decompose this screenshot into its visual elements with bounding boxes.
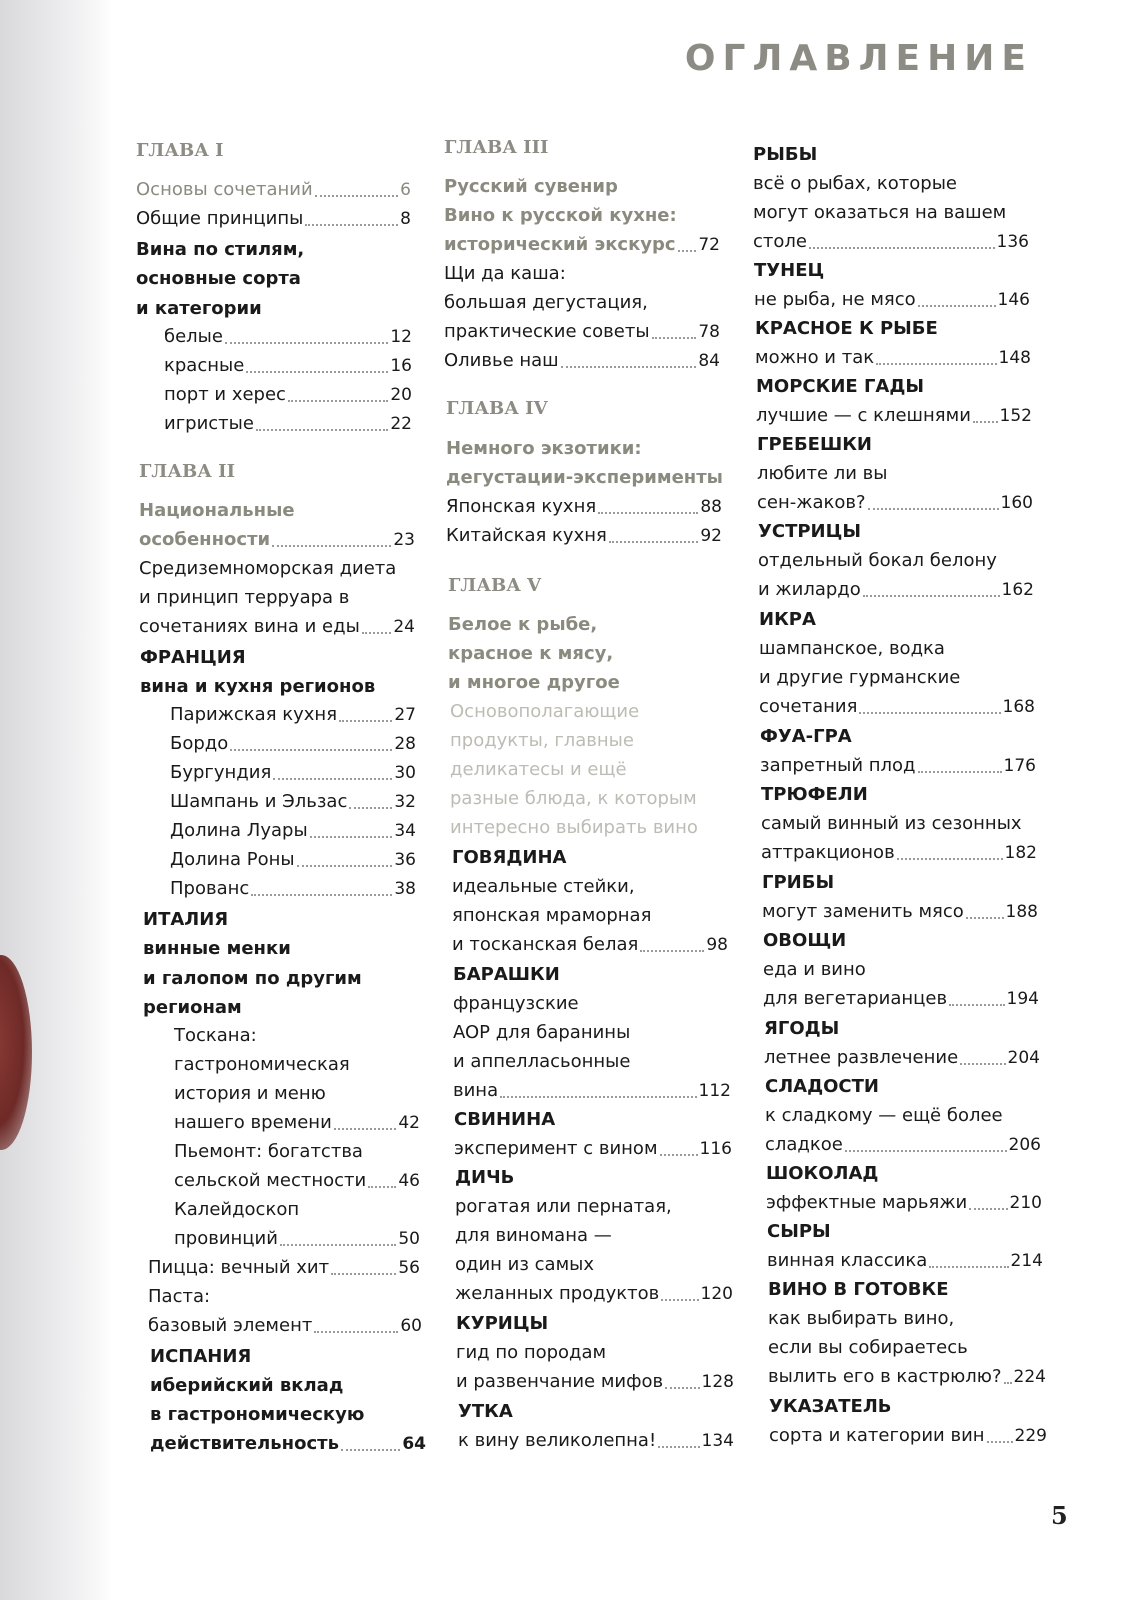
section-heading: МОРСКИЕ ГАДЫ	[756, 376, 925, 397]
toc-entry-line: отдельный бокал белону	[758, 550, 997, 571]
toc-entry: Прованс 38	[170, 878, 416, 899]
section-heading: регионам	[143, 997, 242, 1018]
toc-entry-line: Тоскана:	[174, 1025, 257, 1046]
toc-entry: вылить его в кастрюлю? 224	[768, 1366, 1046, 1387]
toc-entry: Оливье наш 84	[444, 350, 720, 371]
toc-entry: Бордо 28	[170, 733, 416, 754]
section-heading: основные сорта	[136, 268, 301, 289]
toc-entry-line: любите ли вы	[757, 463, 888, 484]
toc-entry-line: японская мраморная	[452, 905, 652, 926]
page-gutter	[0, 0, 112, 1600]
toc-entry-line: всё о рыбах, которые	[753, 173, 957, 194]
toc-entry: красные 16	[164, 355, 412, 376]
toc-entry-line: разные блюда, к которым	[450, 788, 697, 809]
toc-entry-line: шампанское, водка	[759, 638, 945, 659]
section-heading: ФУА-ГРА	[760, 726, 852, 747]
toc-entry: сладкое 206	[765, 1134, 1041, 1155]
toc-entry: запретный плод 176	[760, 755, 1036, 776]
toc-entry: желанных продуктов 120	[455, 1283, 733, 1304]
toc-entry: Бургундия 30	[170, 762, 416, 783]
toc-entry-line: и принцип терруара в	[139, 587, 350, 608]
toc-entry: сочетаниях вина и еды 24	[139, 616, 415, 637]
toc-entry: игристые 22	[164, 413, 412, 434]
section-heading: иберийский вклад	[150, 1375, 344, 1396]
toc-entry-line: и многое другое	[448, 672, 620, 693]
toc-entry: Долина Роны 36	[170, 849, 416, 870]
toc-entry-line: Немного экзотики:	[446, 438, 642, 459]
section-heading: УСТРИЦЫ	[758, 521, 861, 542]
section-heading: ЯГОДЫ	[764, 1018, 840, 1039]
toc-entry: нашего времени 42	[174, 1112, 420, 1133]
section-heading: ИКРА	[759, 609, 816, 630]
toc-entry: и жилардо 162	[758, 579, 1034, 600]
toc-entry-line: интересно выбирать вино	[450, 817, 698, 838]
toc-entry: особенности 23	[139, 529, 415, 550]
section-heading: ТУНЕЦ	[754, 260, 825, 281]
toc-entry: базовый элемент 60	[148, 1315, 422, 1336]
page-number: 5	[1051, 1501, 1068, 1530]
toc-entry: Шампань и Эльзас 32	[170, 791, 416, 812]
toc-entry: Парижская кухня 27	[170, 704, 416, 725]
section-heading: БАРАШКИ	[453, 964, 560, 985]
toc-entry-line: деликатесы и ещё	[450, 759, 627, 780]
section-heading: вина и кухня регионов	[140, 676, 376, 697]
section-heading: УТКА	[458, 1401, 513, 1422]
toc-entry: исторический экскурс 72	[444, 234, 720, 255]
section-heading: ТРЮФЕЛИ	[761, 784, 868, 805]
toc-entry: к вину великолепна! 134	[458, 1430, 734, 1451]
toc-heading: ОГЛАВЛЕНИЕ	[684, 38, 1033, 79]
toc-entry-line: гастрономическая	[174, 1054, 350, 1075]
chapter-heading: ГЛАВА I	[136, 140, 224, 161]
section-heading: ШОКОЛАД	[766, 1163, 879, 1184]
toc-entry-line: и другие гурманские	[759, 667, 961, 688]
section-heading: ФРАНЦИЯ	[140, 647, 246, 668]
section-heading: СЛАДОСТИ	[765, 1076, 879, 1097]
toc-entry-line: Национальные	[139, 500, 295, 521]
toc-entry: сорта и категории вин 229	[769, 1425, 1047, 1446]
section-heading: и галопом по другим	[143, 968, 362, 989]
toc-entry: эксперимент с вином 116	[454, 1138, 732, 1159]
toc-entry: могут заменить мясо 188	[762, 901, 1038, 922]
toc-entry-line: и аппелласьонные	[453, 1051, 631, 1072]
toc-entry: Китайская кухня 92	[446, 525, 722, 546]
section-heading: ИТАЛИЯ	[143, 909, 229, 930]
section-heading: СВИНИНА	[454, 1109, 556, 1130]
toc-entry-line: Средиземноморская диета	[139, 558, 397, 579]
toc-entry: провинций 50	[174, 1228, 420, 1249]
section-heading: ДИЧЬ	[455, 1167, 515, 1188]
toc-entry-line: дегустации-эксперименты	[446, 467, 723, 488]
section-heading: ГРИБЫ	[762, 872, 835, 893]
toc-entry: аттракционов 182	[761, 842, 1037, 863]
toc-entry: столе 136	[753, 231, 1029, 252]
toc-entry-line: если вы собираетесь	[768, 1337, 968, 1358]
toc-entry-line: Основополагающие	[450, 701, 640, 722]
toc-entry: Основы сочетаний 6	[136, 179, 411, 200]
section-heading: ГРЕБЕШКИ	[757, 434, 872, 455]
section-heading: ВИНО В ГОТОВКЕ	[768, 1279, 949, 1300]
toc-entry: Русский сувенир	[444, 176, 618, 197]
toc-entry: можно и так 148	[755, 347, 1031, 368]
toc-entry-line: AOP для баранины	[453, 1022, 631, 1043]
toc-entry-line: гид по породам	[456, 1342, 607, 1363]
toc-entry-line: Калейдоскоп	[174, 1199, 300, 1220]
section-heading: КУРИЦЫ	[456, 1313, 549, 1334]
section-heading: ИСПАНИЯ	[150, 1346, 252, 1367]
section-heading: КРАСНОЕ К РЫБЕ	[755, 318, 938, 339]
toc-entry: практические советы 78	[444, 321, 720, 342]
toc-entry: действительность 64	[150, 1433, 426, 1454]
toc-entry: летнее развлечение 204	[764, 1047, 1040, 1068]
toc-entry-line: рогатая или пернатая,	[455, 1196, 672, 1217]
chapter-heading: ГЛАВА III	[444, 137, 549, 158]
toc-entry: Общие принципы 8	[136, 208, 411, 229]
toc-entry-line: как выбирать вино,	[768, 1308, 955, 1329]
toc-entry: и тосканская белая 98	[452, 934, 728, 955]
toc-entry: Долина Луары 34	[170, 820, 416, 841]
toc-entry-line: Пьемонт: богатства	[174, 1141, 363, 1162]
toc-entry: белые 12	[164, 326, 412, 347]
section-heading: ГОВЯДИНА	[452, 847, 567, 868]
chapter-heading: ГЛАВА II	[139, 461, 235, 482]
section-heading: РЫБЫ	[753, 144, 818, 165]
toc-entry: эффектные марьяжи 210	[766, 1192, 1042, 1213]
toc-entry-line: могут оказаться на вашем	[753, 202, 1007, 223]
toc-entry-line: к сладкому — ещё более	[765, 1105, 1003, 1126]
toc-entry: и развенчание мифов 128	[456, 1371, 734, 1392]
toc-entry: Пицца: вечный хит 56	[148, 1257, 420, 1278]
toc-entry-line: продукты, главные	[450, 730, 634, 751]
toc-entry-line: большая дегустация,	[444, 292, 648, 313]
toc-entry-line: идеальные стейки,	[452, 876, 635, 897]
toc-entry-line: Щи да каша:	[444, 263, 566, 284]
toc-entry-line: для виномана —	[455, 1225, 612, 1246]
toc-entry-line: еда и вино	[763, 959, 866, 980]
section-heading: ОВОЩИ	[763, 930, 847, 951]
toc-entry: сен-жаков? 160	[757, 492, 1033, 513]
toc-entry-line: история и меню	[174, 1083, 326, 1104]
toc-entry: вина 112	[453, 1080, 731, 1101]
toc-entry-line: Паста:	[148, 1286, 211, 1307]
toc-entry: винная классика 214	[767, 1250, 1043, 1271]
toc-entry: сочетания 168	[759, 696, 1035, 717]
toc-entry-line: Вино к русской кухне:	[444, 205, 677, 226]
section-heading: в гастрономическую	[150, 1404, 365, 1425]
toc-entry: сельской местности 46	[174, 1170, 420, 1191]
toc-entry-line: один из самых	[455, 1254, 595, 1275]
toc-entry: для вегетарианцев 194	[763, 988, 1039, 1009]
toc-entry-line: самый винный из сезонных	[761, 813, 1022, 834]
toc-entry: лучшие — с клешнями 152	[756, 405, 1032, 426]
chapter-heading: ГЛАВА V	[448, 575, 542, 596]
section-heading: винные менки	[143, 938, 291, 959]
toc-entry: Японская кухня 88	[446, 496, 722, 517]
section-heading: Вина по стилям,	[136, 239, 305, 260]
section-heading: УКАЗАТЕЛЬ	[769, 1396, 892, 1417]
section-heading: и категории	[136, 298, 262, 319]
chapter-heading: ГЛАВА IV	[446, 398, 548, 419]
section-heading: СЫРЫ	[767, 1221, 831, 1242]
toc-entry-line: красное к мясу,	[448, 643, 614, 664]
toc-entry: не рыба, не мясо 146	[754, 289, 1030, 310]
toc-entry-line: Белое к рыбе,	[448, 614, 598, 635]
toc-entry-line: французские	[453, 993, 579, 1014]
toc-entry: порт и херес 20	[164, 384, 412, 405]
